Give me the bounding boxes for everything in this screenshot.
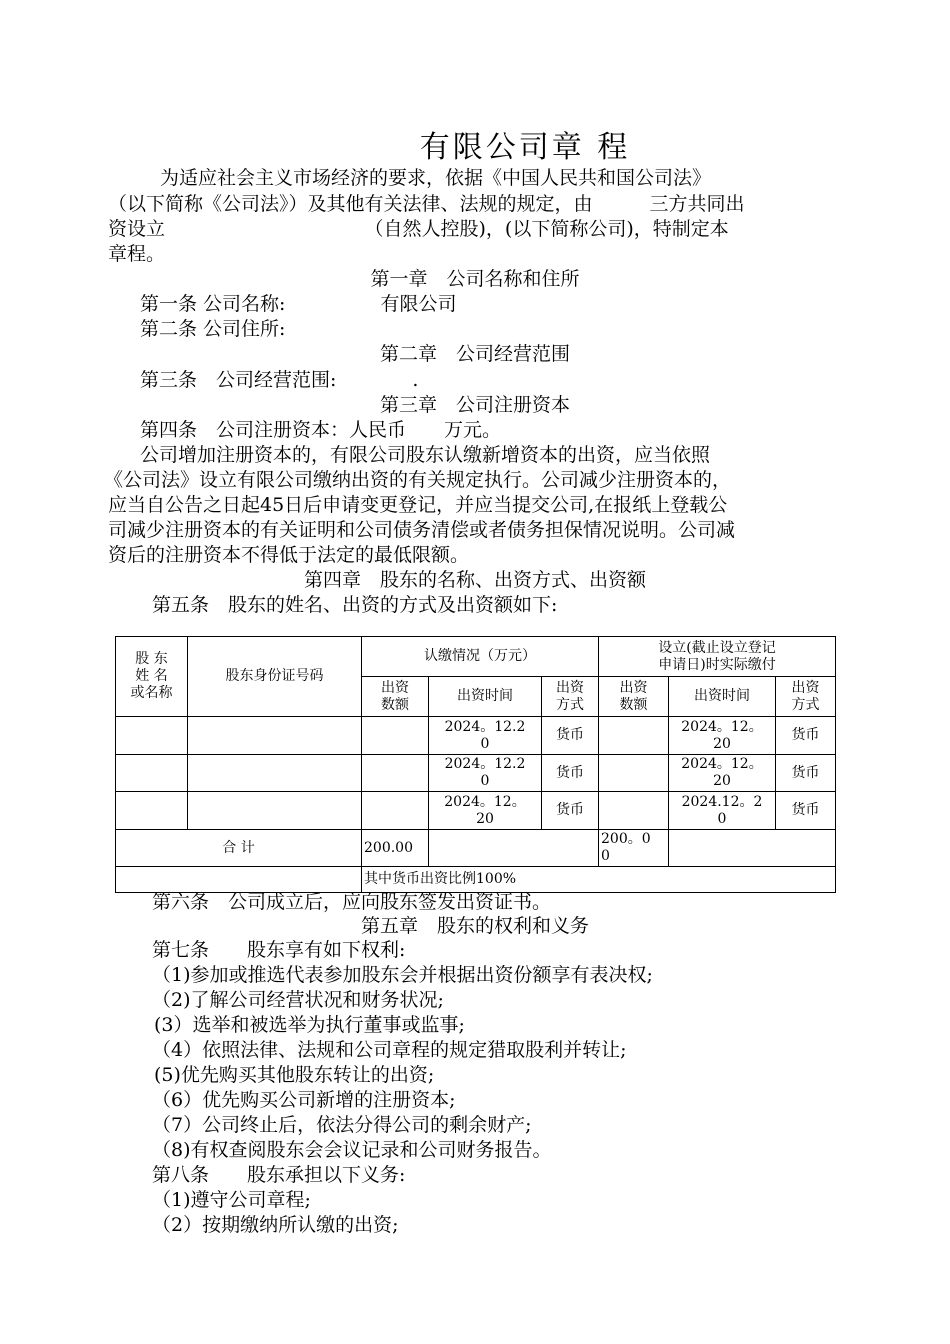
- right-item-2: （2)了解公司经营状况和财务状况;: [152, 989, 444, 1011]
- chapter-4-heading: 第四章 股东的名称、出资方式、出资额: [303, 569, 646, 591]
- header-method-paid: 出资 方式: [776, 677, 836, 717]
- header-subscribed: 认缴情况（万元）: [362, 637, 599, 677]
- header-time-paid: 出资时间: [669, 677, 776, 717]
- intro-line-2: （以下简称《公司法》）及其他有关法律、法规的规定，由 三方共同出: [108, 193, 745, 215]
- intro-line-1: 为适应社会主义市场经济的要求，依据《中国人民共和国公司法》: [160, 167, 712, 189]
- article-1: 第一条 公司名称: 有限公司: [140, 293, 457, 315]
- paid-time-cell: 2024。12。 20: [669, 755, 776, 792]
- header-paid: 设立(截止设立登记 申请日)时实际缴付: [599, 637, 836, 677]
- subscribe-time-cell: 2024。12.2 0: [429, 717, 542, 755]
- paid-method-cell: 货币: [776, 755, 836, 792]
- total-subscribed: 200.00: [362, 830, 429, 867]
- article-5: 第五条 股东的姓名、出资的方式及出资额如下:: [152, 594, 558, 616]
- header-amount: 出资 数额: [362, 677, 429, 717]
- capital-para-line-3: 应当自公告之日起45日后申请变更登记，并应当提交公司,在报纸上登载公: [108, 494, 728, 516]
- right-item-4: （4）依照法律、法规和公司章程的规定猎取股利并转让;: [152, 1039, 627, 1061]
- article-4: 第四条 公司注册资本：人民币 万元。: [140, 419, 502, 441]
- chapter-1-heading: 第一章 公司名称和住所: [370, 268, 580, 290]
- capital-para-line-1: 公司增加注册资本的，有限公司股东认缴新增资本的出资，应当依照: [140, 444, 711, 466]
- subscribe-method-cell: 货币: [542, 717, 599, 755]
- total-label: 合 计: [116, 830, 362, 867]
- shareholder-table: [115, 636, 836, 893]
- paid-method-cell: 货币: [776, 792, 836, 830]
- header-shareholder-name: 股 东 姓 名 或名称: [116, 637, 188, 717]
- capital-para-line-4: 司减少注册资本的有关证明和公司债务清偿或者债务担保情况说明。公司减: [108, 519, 736, 541]
- paid-time-cell: 2024。12。 20: [669, 717, 776, 755]
- right-item-1: （1)参加或推选代表参加股东会并根据出资份额享有表决权;: [152, 964, 653, 986]
- subscribe-method-cell: 货币: [542, 755, 599, 792]
- intro-line-3: 资设立 （自然人控股)，(以下简称公司)，特制定本: [108, 218, 729, 240]
- chapter-3-heading: 第三章 公司注册资本: [379, 394, 570, 416]
- right-item-8: （8)有权查阅股东会会议记录和公司财务报告。: [152, 1139, 552, 1161]
- capital-para-line-2: 《公司法》设立有限公司缴纳出资的有关规定执行。公司减少注册资本的，: [104, 469, 732, 491]
- header-amount-paid: 出资 数额: [599, 677, 669, 717]
- header-method: 出资 方式: [542, 677, 599, 717]
- article-3: 第三条 公司经营范围: .: [140, 369, 419, 391]
- document-title: 有限公司章 程: [419, 130, 631, 165]
- table-row: [116, 755, 836, 792]
- ratio-row: [116, 867, 836, 893]
- total-paid: 200。0 0: [599, 830, 669, 867]
- right-item-7: （7）公司终止后，依法分得公司的剩余财产;: [152, 1114, 532, 1136]
- paid-time-cell: 2024.12。2 0: [669, 792, 776, 830]
- subscribe-time-cell: 2024。12。 20: [429, 792, 542, 830]
- subscribe-time-cell: 2024。12.2 0: [429, 755, 542, 792]
- chapter-2-heading: 第二章 公司经营范围: [379, 343, 570, 365]
- article-6: 第六条 公司成立后，应向股东签发出资证书。: [152, 891, 552, 913]
- right-item-3: (3）选举和被选举为执行董事或监事;: [154, 1014, 465, 1036]
- currency-ratio: 其中货币出资比例100%: [362, 867, 836, 893]
- article-7: 第七条 股东享有如下权利:: [152, 939, 406, 961]
- right-item-5: (5)优先购买其他股东转让的出资;: [154, 1064, 435, 1086]
- table-row: [116, 717, 836, 755]
- article-2: 第二条 公司住所:: [140, 318, 286, 340]
- duty-item-1: （1)遵守公司章程;: [152, 1189, 311, 1211]
- intro-line-4: 章程。: [108, 243, 166, 265]
- capital-para-line-5: 资后的注册资本不得低于法定的最低限额。: [108, 544, 470, 566]
- article-8: 第八条 股东承担以下义务:: [152, 1164, 406, 1186]
- subscribe-method-cell: 货币: [542, 792, 599, 830]
- table-row: [116, 792, 836, 830]
- chapter-5-heading: 第五章 股东的权利和义务: [360, 915, 589, 937]
- header-id-number: 股东身份证号码: [188, 637, 362, 717]
- header-time: 出资时间: [429, 677, 542, 717]
- duty-item-2: （2）按期缴纳所认缴的出资;: [152, 1214, 399, 1236]
- paid-method-cell: 货币: [776, 717, 836, 755]
- right-item-6: （6）优先购买公司新增的注册资本;: [152, 1089, 456, 1111]
- total-row: [116, 830, 836, 867]
